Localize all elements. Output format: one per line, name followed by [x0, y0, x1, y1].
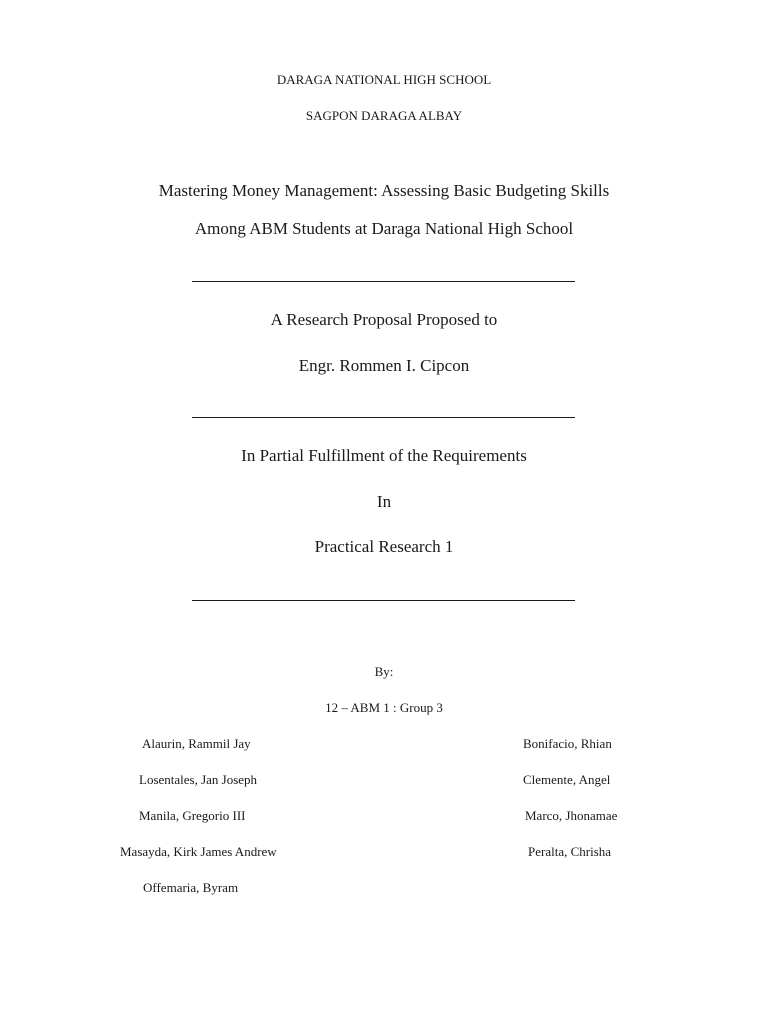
author-name: Losentales, Jan Joseph: [139, 772, 258, 787]
author-name: Peralta, Chrisha: [528, 844, 612, 859]
divider-2: [192, 417, 575, 418]
fulfillment-line-2: In: [376, 492, 392, 511]
author-name: Bonifacio, Rhian: [523, 736, 612, 751]
proposal-recipient: Engr. Rommen I. Cipcon: [298, 356, 470, 375]
author-name: Manila, Gregorio III: [139, 808, 246, 823]
title-line-1: Mastering Money Management: Assessing Basic Budgeting Skills: [158, 181, 610, 200]
school-address: SAGPON DARAGA ALBAY: [305, 108, 463, 123]
proposal-intro: A Research Proposal Proposed to: [270, 310, 498, 329]
divider-1: [192, 281, 575, 282]
group-label: 12 – ABM 1 : Group 3: [325, 700, 443, 715]
author-name: Offemaria, Byram: [143, 880, 239, 895]
fulfillment-subject: Practical Research 1: [314, 537, 454, 556]
by-label: By:: [374, 664, 394, 679]
author-name: Masayda, Kirk James Andrew: [120, 844, 277, 859]
author-name: Alaurin, Rammil Jay: [142, 736, 251, 751]
divider-3: [192, 600, 575, 601]
title-line-2: Among ABM Students at Daraga National High School: [194, 219, 574, 238]
fulfillment-line-1: In Partial Fulfillment of the Requirements: [241, 446, 527, 465]
author-name: Clemente, Angel: [523, 772, 611, 787]
author-name: Marco, Jhonamae: [525, 808, 618, 823]
school-name: DARAGA NATIONAL HIGH SCHOOL: [276, 72, 492, 87]
